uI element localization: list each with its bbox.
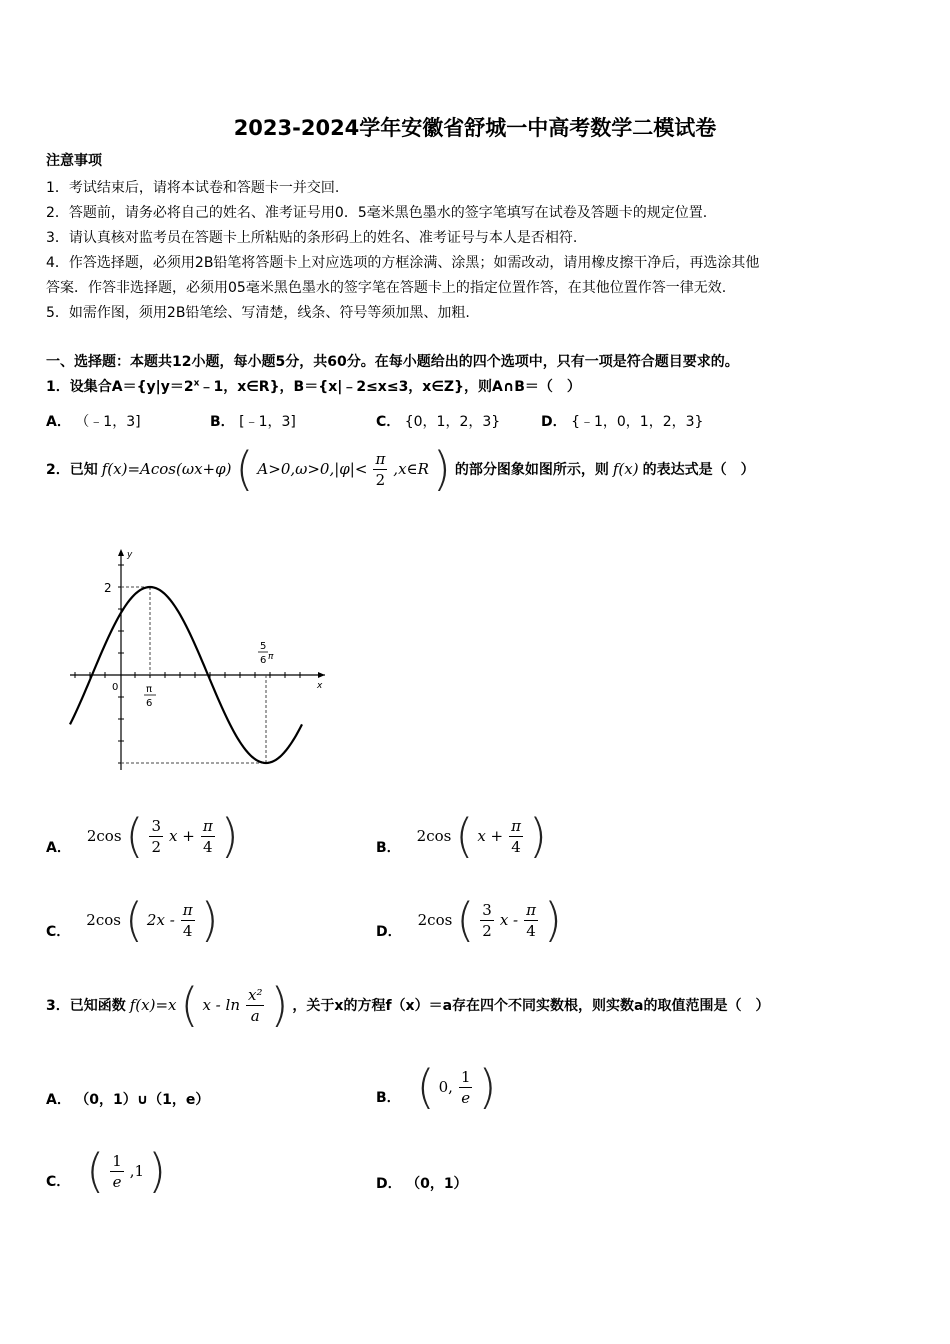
option-label: A． — [46, 840, 71, 856]
q2-graph — [60, 545, 335, 780]
paren-left: ( — [235, 442, 254, 496]
numerator: π — [375, 449, 386, 468]
numerator: π — [182, 900, 193, 919]
paren-right: ) — [432, 442, 451, 496]
option-label: B． — [210, 414, 235, 430]
option-coef: 2cos — [86, 911, 121, 929]
paren-left: ( — [455, 809, 474, 863]
q2-condition: A>0,ω>0,|φ|< — [257, 460, 368, 478]
q3-prefix: 3．已知函数 — [46, 998, 126, 1014]
denominator: 2 — [375, 470, 386, 489]
denominator: 4 — [526, 921, 536, 940]
paren-right: ) — [270, 978, 289, 1032]
q3-function-inner: x - ln — [202, 996, 240, 1014]
denominator: e — [112, 1172, 122, 1191]
numerator: 3 — [151, 816, 162, 835]
option-fraction — [509, 816, 523, 857]
option-fraction — [110, 1151, 124, 1192]
option-text: [﹣1，3] — [239, 414, 296, 430]
option-fraction — [524, 900, 538, 941]
q2-option-a[interactable] — [46, 809, 239, 863]
option-text: （0，1） — [406, 1176, 468, 1192]
q1-set-a: A＝{y|y＝2 — [111, 379, 194, 395]
paren-left: ( — [416, 1060, 435, 1114]
x-tick-5pi-6-pi: π — [268, 652, 274, 662]
note-item: 3．请认真核对监考员在答题卡上所粘贴的条形码上的姓名、准考证号与本人是否相符. — [46, 230, 578, 246]
notes-heading: 注意事项 — [46, 153, 102, 169]
question-2-stem — [46, 442, 755, 496]
q3-fraction — [246, 985, 264, 1026]
origin-label: 0 — [112, 682, 119, 693]
x-axis-label: x — [317, 681, 323, 691]
q2-function: f(x)=Acos(ωx+φ) — [101, 460, 232, 478]
option-fraction — [201, 816, 215, 857]
numerator: 1 — [460, 1067, 471, 1086]
paren-right: ) — [543, 893, 562, 947]
page-title: 2023-2024学年安徽省舒城一中高考数学二模试卷 — [233, 116, 717, 140]
denominator: a — [250, 1006, 260, 1025]
option-label: C． — [46, 1174, 71, 1190]
numerator: π — [526, 900, 536, 919]
option-text: （0，1）∪（1，e） — [75, 1092, 210, 1108]
q2-function-ref: f(x) — [612, 460, 639, 478]
q3-option-b[interactable] — [376, 1060, 497, 1114]
option-fraction — [480, 900, 494, 941]
paren-right: ) — [200, 893, 219, 947]
q1-option-d[interactable] — [541, 411, 703, 431]
note-item: 5．如需作图，须用2B铅笔绘、写清楚，线条、符号等须加黑、加粗. — [46, 305, 470, 321]
q3-option-d[interactable] — [376, 1173, 468, 1193]
q2-condition-domain: ,x∈R — [393, 460, 429, 478]
option-text: {﹣1，0，1，2，3} — [571, 414, 704, 430]
option-label: D． — [376, 1176, 402, 1192]
question-1-stem — [46, 376, 581, 396]
q1-exponent: x — [193, 378, 200, 389]
note-item: 4．作答选择题，必须用2B铅笔将答题卡上对应选项的方框涂满、涂黑；如需改动，请用橡皮擦干净后，再选涂其他 — [46, 255, 760, 271]
paren-right: ) — [528, 809, 547, 863]
option-coef: 2cos — [86, 827, 122, 845]
paren-right: ) — [478, 1060, 497, 1114]
q1-prefix: 1．设集合 — [46, 379, 112, 395]
note-item: 1．考试结束后，请将本试卷和答题卡一并交回. — [46, 180, 340, 196]
x-tick-5pi-6-num: 5 — [260, 641, 267, 652]
denominator: 4 — [511, 837, 521, 856]
numerator: 3 — [482, 900, 492, 919]
option-text: （﹣1，3] — [75, 414, 141, 430]
option-mid: x + — [169, 827, 195, 845]
q2-option-c[interactable] — [46, 893, 219, 947]
denominator: 4 — [202, 837, 213, 856]
numerator: x² — [247, 985, 263, 1004]
option-label: C． — [46, 924, 71, 940]
q2-suffix-end: 的表达式是（ ） — [642, 462, 755, 478]
option-fraction — [459, 1067, 473, 1108]
paren-left: ( — [456, 893, 475, 947]
paren-right: ) — [220, 809, 239, 863]
option-label: D． — [541, 414, 567, 430]
option-pre: 0, — [438, 1078, 453, 1096]
q1-option-c[interactable] — [376, 411, 500, 431]
q3-function: f(x)=x — [129, 996, 177, 1014]
y-axis-arrow — [118, 549, 124, 556]
option-label: B． — [376, 1090, 401, 1106]
note-item: 答案．作答非选择题，必须用05毫米黑色墨水的签字笔在答题卡上的指定位置作答，在其他位置作答一律无效. — [46, 280, 727, 296]
q1-rest: ﹣1，x∈R}，B＝{x|﹣2≤x≤3，x∈Z}，则A∩B＝（ ） — [199, 379, 581, 395]
option-text: {0，1，2，3} — [404, 414, 501, 430]
denominator: 4 — [182, 921, 193, 940]
option-label: A． — [46, 414, 71, 430]
option-coef: 2cos — [417, 911, 453, 929]
option-fraction — [149, 816, 163, 857]
option-mid: x - — [499, 911, 519, 929]
option-label: C． — [376, 414, 401, 430]
paren-left: ( — [124, 893, 143, 947]
denominator: e — [461, 1088, 471, 1107]
option-mid: x + — [477, 827, 504, 845]
q2-prefix: 2．已知 — [46, 462, 98, 478]
x-tick-pi-6-num: π — [146, 684, 153, 695]
section-heading: 一、选择题：本题共12小题，每小题5分，共60分。在每小题给出的四个选项中，只有一项是符合题目要求的。 — [46, 354, 739, 370]
numerator: 1 — [112, 1151, 122, 1170]
numerator: π — [202, 816, 213, 835]
option-label: A． — [46, 1092, 71, 1108]
paren-left: ( — [125, 809, 144, 863]
q3-option-a[interactable] — [46, 1089, 209, 1109]
q3-option-c[interactable] — [46, 1144, 167, 1198]
q2-condition-fraction — [373, 449, 387, 490]
numerator: π — [511, 816, 521, 835]
y-tick-label: 2 — [104, 581, 112, 595]
y-axis-label: y — [127, 550, 133, 560]
denominator: 2 — [151, 837, 162, 856]
q2-option-b[interactable] — [376, 809, 547, 863]
paren-left: ( — [86, 1144, 105, 1198]
note-item: 2．答题前，请务必将自己的姓名、准考证号用0．5毫米黑色墨水的签字笔填写在试卷及答题卡的规定位置. — [46, 205, 708, 221]
q1-option-a[interactable] — [46, 411, 141, 431]
q1-option-b[interactable] — [210, 411, 296, 431]
option-label: D． — [376, 924, 402, 940]
denominator: 2 — [482, 921, 492, 940]
q2-option-d[interactable] — [376, 893, 562, 947]
option-fraction — [181, 900, 195, 941]
q2-suffix: 的部分图象如图所示，则 — [454, 462, 609, 478]
x-axis-arrow — [318, 672, 325, 678]
option-post: ,1 — [129, 1162, 145, 1180]
question-3-stem — [46, 978, 770, 1032]
q3-suffix: ，关于x的方程f（x）＝a存在四个不同实数根，则实数a的取值范围是（ ） — [292, 998, 770, 1014]
option-label: B． — [376, 840, 401, 856]
paren-right: ) — [148, 1144, 167, 1198]
paren-left: ( — [180, 978, 199, 1032]
x-tick-5pi-6-den: 6 — [260, 655, 267, 666]
x-tick-pi-6-den: 6 — [146, 698, 153, 709]
option-mid: 2x - — [146, 911, 175, 929]
option-coef: 2cos — [416, 827, 452, 845]
